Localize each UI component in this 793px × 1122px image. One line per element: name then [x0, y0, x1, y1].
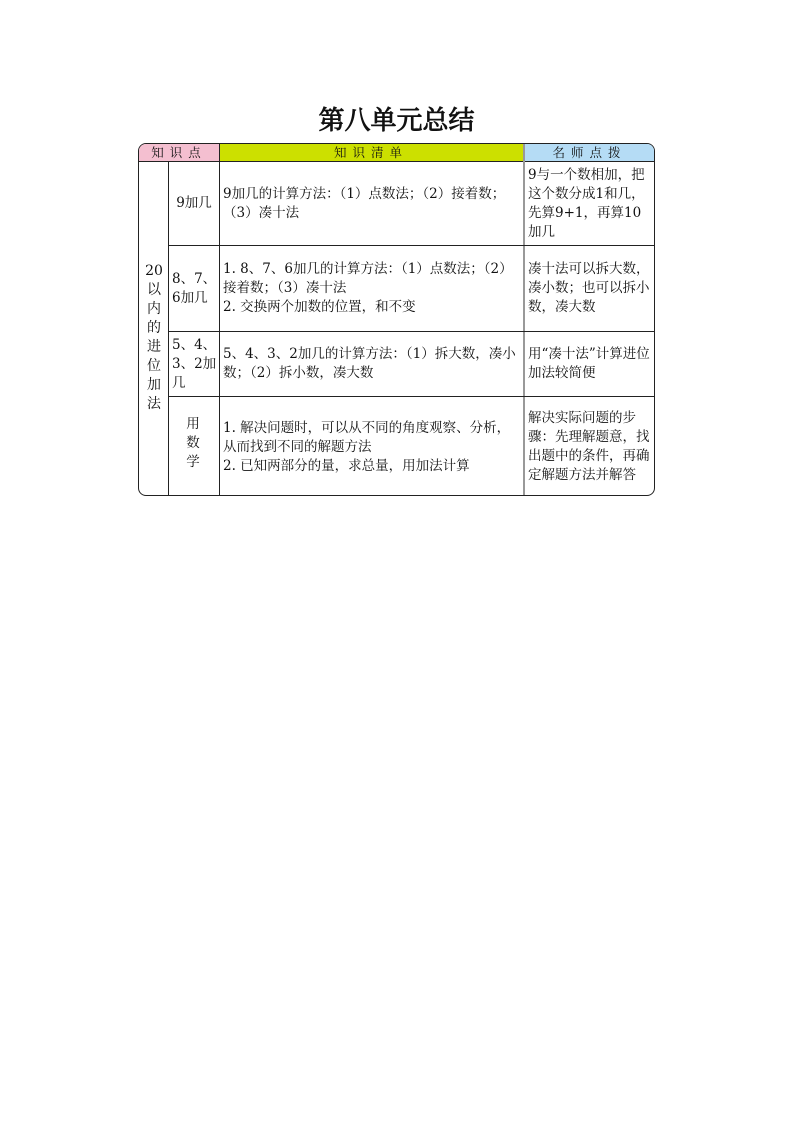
page-title: 第八单元总结	[318, 106, 475, 136]
summary-table	[138, 143, 655, 496]
topic-cell: 用数学	[186, 415, 200, 470]
list-cell: 9加几的计算方法：（1）点数法；（2）接着数；（3）凑十法	[223, 185, 506, 221]
tips-cell: 解决实际问题的步骤：先理解题意，找出题中的条件，再确定解题方法并解答	[528, 410, 650, 483]
tips-cell: 用“凑十法”计算进位加法较简便	[528, 346, 650, 381]
header-knowledge-list: 知识清单	[219, 144, 523, 162]
list-cell: 5、4、3、2加几的计算方法：（1）拆大数，凑小数；（2）拆小数，凑大数	[223, 346, 516, 381]
topic-cell: 5、4、3、2加几	[172, 336, 217, 391]
topic-cell: 8、7、6加几	[172, 270, 217, 306]
header-knowledge-point: 知识点	[139, 144, 219, 162]
topic-cell: 9加几	[176, 195, 212, 211]
list-cell: 1. 8、7、6加几的计算方法：（1）点数法；（2）接着数；（3）凑十法 2. 交换两个加数的位置，和不变	[223, 261, 513, 315]
tips-cell: 凑十法可以拆大数，凑小数；也可以拆小数，凑大数	[528, 261, 650, 315]
tips-cell: 9与一个数相加，把这个数分成1和几，先算9+1，再算10加几	[528, 166, 645, 240]
section-label: 20以内的进位加法	[145, 263, 163, 412]
header-teacher-tips: 名师点拨	[523, 144, 655, 162]
list-cell: 1. 解决问题时，可以从不同的角度观察、分析，从而找到不同的解题方法 2. 已知两部分的量，求总量，用加法计算	[223, 419, 511, 474]
